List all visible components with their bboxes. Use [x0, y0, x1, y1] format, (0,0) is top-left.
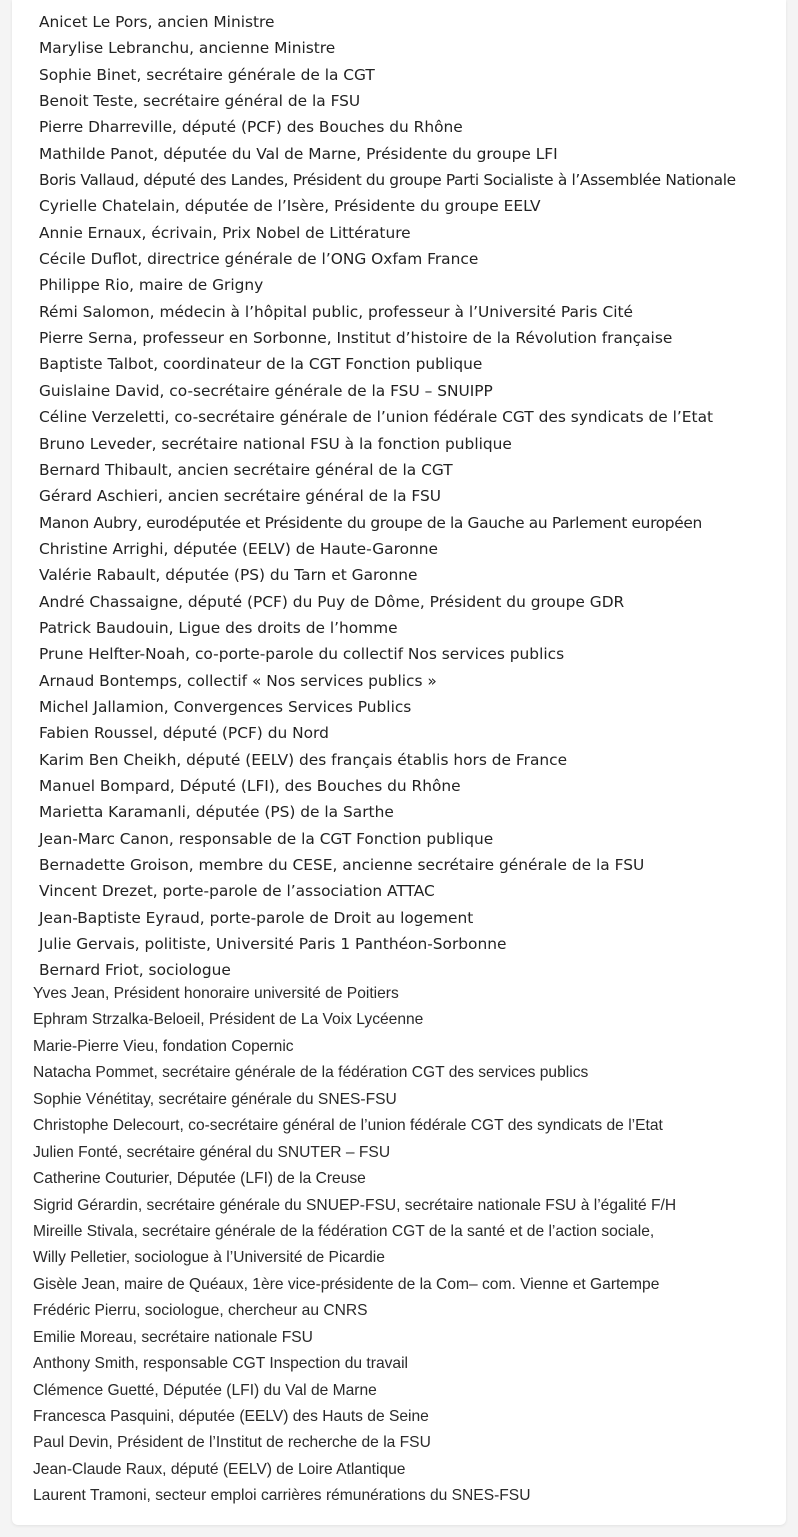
signatory-item: Pierre Serna, professeur en Sorbonne, Institut d’histoire de la Révolution française	[39, 329, 673, 348]
signatory-item: Manuel Bompard, Député (LFI), des Bouches du Rhône	[39, 776, 461, 795]
signatory-item: Jean-Marc Canon, responsable de la CGT Fonction publique	[39, 829, 494, 848]
signatory-item: Francesca Pasquini, députée (EELV) des Hauts de Seine	[33, 1408, 429, 1425]
signatory-item: Ephram Strzalka-Beloeil, Président de La Voix Lycéenne	[33, 1011, 424, 1029]
signatory-item: Frédéric Pierru, sociologue, chercheur au CNRS	[33, 1302, 368, 1320]
signatory-item: Julie Gervais, politiste, Université Paris 1 Panthéon-Sorbonne	[39, 935, 507, 954]
signatory-item: Anthony Smith, responsable CGT Inspection du travail	[33, 1355, 409, 1373]
signatory-item: Boris Vallaud, député des Landes, Président du groupe Parti Socialiste à l’Assemblée Nationale	[39, 171, 736, 190]
signatory-item: Fabien Roussel, député (PCF) du Nord	[39, 724, 329, 743]
signatory-item: Gisèle Jean, maire de Quéaux, 1ère vice-présidente de la Com– com. Vienne et Gartempe	[33, 1275, 660, 1293]
signatory-item: Jean-Baptiste Eyraud, porte-parole de Droit au logement	[39, 908, 474, 927]
signatory-item: Gérard Aschieri, ancien secrétaire général de la FSU	[39, 487, 442, 506]
signatory-item: Christophe Delecourt, co-secrétaire général de l’union fédérale CGT des syndicats de l’Etat	[33, 1117, 663, 1135]
signatory-item: Bruno Leveder, secrétaire national FSU à la fonction publique	[39, 434, 512, 453]
signatory-item: Anicet Le Pors, ancien Ministre	[39, 13, 275, 31]
signatory-item: Bernadette Groison, membre du CESE, ancienne secrétaire générale de la FSU	[39, 856, 645, 874]
signatory-list-secondary	[12, 981, 786, 1510]
signatory-item: Clémence Guetté, Députée (LFI) du Val de Marne	[33, 1381, 377, 1399]
signatory-list-primary	[12, 9, 786, 984]
signatory-item: Laurent Tramoni, secteur emploi carrières rémunérations du SNES-FSU	[33, 1487, 531, 1505]
signatory-item: Christine Arrighi, députée (EELV) de Haute-Garonne	[39, 539, 438, 558]
signatory-item: Pierre Dharreville, député (PCF) des Bouches du Rhône	[39, 118, 463, 137]
signatory-item: Willy Pelletier, sociologue à l’Université de Picardie	[33, 1249, 385, 1267]
signatory-item: André Chassaigne, député (PCF) du Puy de Dôme, Président du groupe GDR	[39, 592, 625, 611]
signatory-item: Philippe Rio, maire de Grigny	[39, 276, 264, 295]
signatory-item: Karim Ben Cheikh, député (EELV) des français établis hors de France	[39, 750, 568, 769]
signatory-item: Cyrielle Chatelain, députée de l’Isère, Présidente du groupe EELV	[39, 197, 541, 216]
signatory-item: Julien Fonté, secrétaire général du SNUTER – FSU	[33, 1143, 391, 1161]
signatory-item: Valérie Rabault, députée (PS) du Tarn et Garonne	[39, 566, 418, 585]
signatory-item: Marylise Lebranchu, ancienne Ministre	[39, 39, 336, 58]
signatory-item: Michel Jallamion, Convergences Services Publics	[39, 697, 412, 716]
signatory-item: Arnaud Bontemps, collectif « Nos services publics »	[39, 671, 437, 690]
signatory-item: Patrick Baudouin, Ligue des droits de l’homme	[39, 618, 398, 637]
signatory-item: Sigrid Gérardin, secrétaire générale du SNUEP-FSU, secrétaire nationale FSU à l’égalité F/H	[33, 1196, 677, 1214]
signatory-item: Sophie Vénétitay, secrétaire générale du SNES-FSU	[33, 1090, 397, 1108]
signatory-item: Bernard Thibault, ancien secrétaire général de la CGT	[39, 460, 453, 479]
signatory-item: Cécile Duflot, directrice générale de l’ONG Oxfam France	[39, 250, 479, 269]
signatory-item: Jean-Claude Raux, député (EELV) de Loire Atlantique	[33, 1460, 406, 1478]
signatory-item: Céline Verzeletti, co-secrétaire générale de l’union fédérale CGT des syndicats de l’Etat	[39, 408, 714, 427]
signatory-item: Mireille Stivala, secrétaire générale de la fédération CGT de la santé et de l’action sociale,	[33, 1222, 655, 1240]
signatory-item: Manon Aubry, eurodéputée et Présidente du groupe de la Gauche au Parlement européen	[39, 513, 702, 532]
signatory-item: Emilie Moreau, secrétaire nationale FSU	[33, 1328, 313, 1346]
signatory-item: Marietta Karamanli, députée (PS) de la Sarthe	[39, 803, 394, 822]
signatory-item: Vincent Drezet, porte-parole de l’association ATTAC	[39, 882, 435, 901]
signatory-item: Mathilde Panot, députée du Val de Marne, Présidente du groupe LFI	[39, 144, 558, 163]
content-card	[12, 0, 786, 1525]
signatory-item: Paul Devin, Président de l’Institut de recherche de la FSU	[33, 1434, 431, 1452]
signatory-item: Prune Helfter-Noah, co-porte-parole du collectif Nos services publics	[39, 645, 565, 664]
signatory-item: Marie-Pierre Vieu, fondation Copernic	[33, 1037, 294, 1055]
signatory-item: Sophie Binet, secrétaire générale de la CGT	[39, 65, 375, 84]
signatory-item: Catherine Couturier, Députée (LFI) de la Creuse	[33, 1170, 366, 1188]
signatory-item: Rémi Salomon, médecin à l’hôpital public, professeur à l’Université Paris Cité	[39, 302, 633, 321]
signatory-item: Guislaine David, co-secrétaire générale de la FSU – SNUIPP	[39, 381, 493, 400]
signatory-item: Natacha Pommet, secrétaire générale de la fédération CGT des services publics	[33, 1064, 589, 1082]
signatory-item: Benoit Teste, secrétaire général de la FSU	[39, 92, 361, 111]
signatory-item: Bernard Friot, sociologue	[39, 961, 231, 980]
signatory-item: Annie Ernaux, écrivain, Prix Nobel de Littérature	[39, 223, 411, 242]
signatory-item: Yves Jean, Président honoraire université de Poitiers	[33, 985, 399, 1002]
signatory-item: Baptiste Talbot, coordinateur de la CGT Fonction publique	[39, 355, 483, 374]
